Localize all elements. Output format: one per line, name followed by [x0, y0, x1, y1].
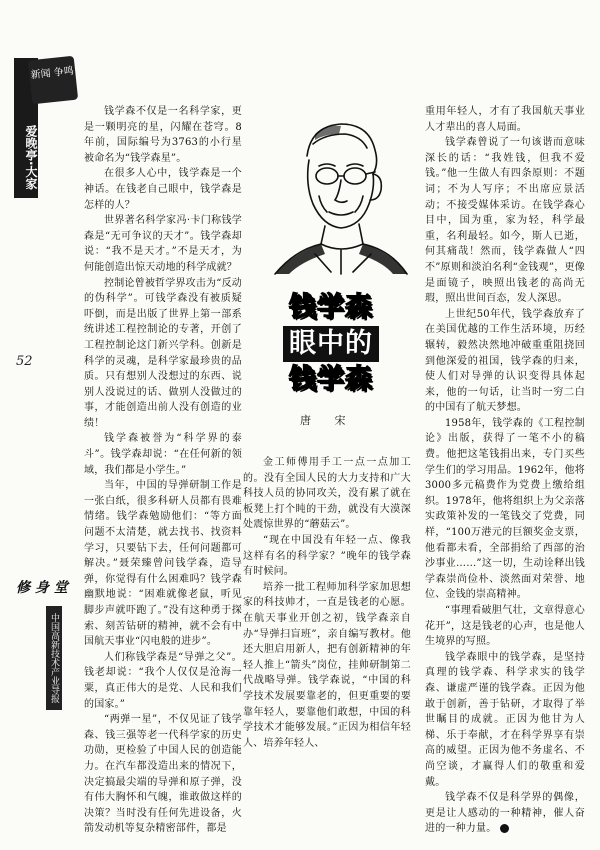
paragraph: “两弹一星”，不仅见证了钱学森、钱三强等老一代科学家的历史功勋，更检验了中国人民的创造能力。在汽车都没造出来的情况下，决定搞最尖端的导弹和原子弹，没有伟大胸怀和气魄，谁敢做这样的决策？当时没有任何先进设备，火箭发动机等复杂精密部件，都是 — [84, 714, 242, 835]
article-column-2 — [243, 455, 411, 751]
article-column-3 — [425, 104, 585, 837]
title-line-1: 钱学森 — [289, 292, 373, 323]
bottom-logo-subtitle: 中国高新技术产业导报 — [46, 606, 62, 710]
title-line-2: 眼中的 — [283, 326, 379, 362]
bottom-logo — [16, 580, 68, 710]
paragraph: “现在中国没有年轻一点、像我这样有名的科学家？”晚年的钱学森有时候问。 — [243, 534, 411, 578]
paragraph: 上世纪50年代，钱学森放弃了在美国优越的工作生活环境，历经辗转，毅然决然地冲破重重阻挠回到他深爱的祖国，钱学森的归来，使人们对导弹的认识变得具体起来，他的一句话，让当时一穷二白的中国有了航天梦想。 — [425, 308, 585, 414]
author-name: 唐 宋 — [300, 414, 356, 427]
article-column-1 — [84, 104, 242, 837]
paragraph: 钱学森眼中的钱学森，是坚持真理的钱学森、科学求实的钱学森、谦虚严谨的钱学森。正因为他敢于创新，善于钻研，才取得了举世瞩目的成就。正因为他甘为人梯、乐于奉献，才在科学界享有崇高的威望。正因为他不务虚名、不尚空谈，才赢得人们的敬重和爱戴。 — [425, 651, 585, 788]
paragraph: 在很多人心中，钱学森是一个神话。在钱老自己眼中，钱学森是怎样的人？ — [84, 168, 242, 211]
paragraph — [425, 790, 585, 837]
paragraph: 1958年，钱学森的《工程控制论》出版，获得了一笔不小的稿费。他把这笔钱捐出来，专门买些学生们的学习用品。1962年，他将3000多元稿费作为党费上缴给组织。1978年，他将组织上为父亲落实政策补发的一笔钱交了党费，同样，“100万港元的巨额奖金支票，他看都未看，全部捐给了西部的治沙事业……”这一切，生动诠释出钱学森崇尚俭朴、淡然面对荣誉、地位、金钱的崇高精神。 — [425, 417, 585, 601]
end-mark-icon — [500, 824, 509, 833]
paragraph: 重用年轻人，才有了我国航天事业人才辈出的喜人局面。 — [425, 106, 585, 133]
paragraph-text: 钱学森不仅是科学界的偶像，更是让人感动的一种精神，催人奋进的一种力量。 — [425, 792, 585, 835]
paragraph: 控制论曾被哲学界攻击为“反动的伪科学”。可钱学森没有被质疑吓倒，而是出版了世界上第一部系统讲述工程控制论的专著，开创了工程控制论这门新兴学科。创新是科学的灵魂，是科学家最珍贵的品质。只有想别人没想过的东西、说别人没说过的话、做别人没做过的事，才能创造出前人没有创造的业绩！ — [84, 277, 242, 429]
paragraph: 金工师傅用手工一点一点加工的。没有全国人民的大力支持和广大科技人员的协同攻关，没有累了就在板凳上打个盹的干劲，就没有大漠深处震惊世界的“蘑菇云”。 — [243, 457, 411, 531]
article-title — [272, 290, 390, 398]
paragraph: 世界著名科学家冯·卡门称钱学森是“无可争议的天才”。钱学森却说：“我不是天才。”不是天才，为何能创造出惊天动地的科学成就？ — [84, 215, 242, 273]
paragraph: 培养一批工程师加科学家加思想家的科技帅才，一直是钱老的心愿。在航天事业开创之初，钱学森亲自办“导弹扫盲班”，亲自编写教材。他还大胆启用新人，把有创新精神的年轻人推上“箭头”岗位，挂帅研制第二代战略导弹。钱学森说，“中国的科学技术发展要靠老的，但更重要的要靠年轻人，要靠他们敢想，中国的科学技术才能够发展。”正因为相信年轻人、培养年轻人、 — [243, 581, 411, 749]
page-number: 52 — [16, 354, 33, 369]
paragraph: 钱学森被誉为“科学界的泰斗”。钱学森却说：“在任何新的领域，我们都是小学生。” — [84, 433, 242, 476]
section-logo: 新闻 争鸣 — [28, 56, 78, 105]
paragraph: 钱学森不仅是一名科学家，更是一颗明亮的星，闪耀在苍穹。8年前，国际编号为3763的小行星被命名为“钱学森星”。 — [84, 106, 242, 164]
bottom-logo-title: 修 身 堂 — [16, 580, 68, 596]
paragraph: 钱学森曾说了一句该谐而意味深长的话：“我姓钱，但我不爱钱。”他一生做人有四条原则：不题词；不为人写序；不出席应景活动；不接受媒体采访。在钱学森心目中，国为重，家为轻，科学最重，名利最轻。如今，斯人已逝，何其痛哉！然而，钱学森做人“四不”原则和淡泊名利“金钱观”，更像是面镜子，映照出钱老的高尚无瑕，照出世间百态，发人深思。 — [425, 137, 585, 305]
paragraph: “事理看破胆气壮，文章得意心花开”，这是钱老的心声，也是他人生境界的写照。 — [425, 605, 585, 648]
paragraph: 人们称钱学森是“导弹之父”。钱老却说：“我个人仅仅是沧海一粟，真正伟大的是党、人民和我们的国家。” — [84, 651, 242, 710]
paragraph: 当年，中国的导弹研制工作是一张白纸，很多科研人员都有畏难情绪。钱学森勉励他们：“等方面问题不太清楚，就去找书、找资料学习，只要钻下去，任何问题都可解决。”聂荣臻曾问钱学森，造导弹，你觉得有什么困难吗？钱学森幽默地说：“困难就像老鼠，听见脚步声就吓跑了。”没有这种勇于探索、刻苦钻研的精神，就不会有中国航天事业“闪电般的进步”。 — [84, 480, 242, 648]
portrait-illustration — [255, 104, 413, 276]
column-label: 爱晚亭·大家 — [24, 125, 38, 190]
title-line-3: 钱学森 — [289, 364, 373, 395]
